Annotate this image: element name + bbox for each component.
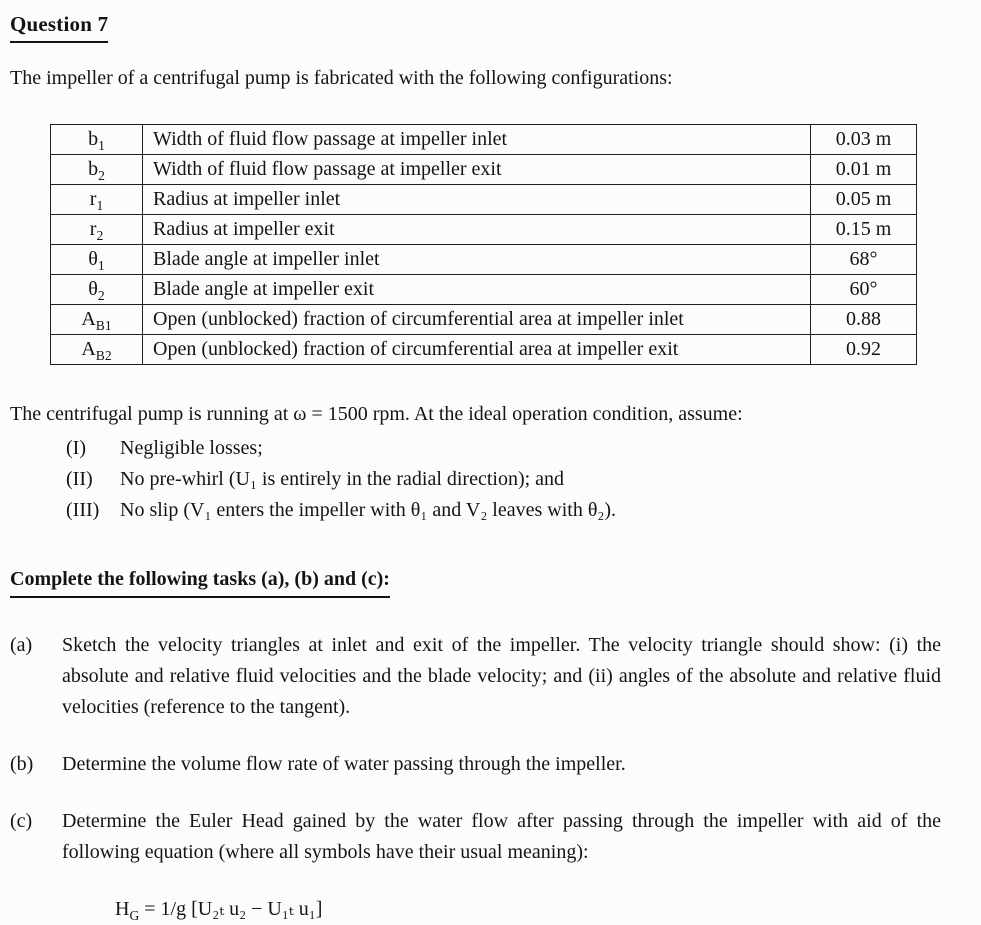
tasks-heading: Complete the following tasks (a), (b) and (c): [10,564,390,598]
table-row [51,124,917,154]
table-row [51,244,917,274]
value-cell: 68° [811,244,917,274]
description-cell: Radius at impeller inlet [143,184,811,214]
symbol-base: θ [88,248,98,271]
description-cell: Width of fluid flow passage at impeller inlet [143,124,811,154]
symbol-subscript: 1 [96,198,104,214]
list-item [66,433,947,464]
symbol-base: b [88,158,99,181]
symbol-cell [51,334,143,364]
task-label: (c) [10,809,33,832]
symbol-base: θ [88,278,98,301]
task-item-b [10,749,947,780]
description-cell: Blade angle at impeller inlet [143,244,811,274]
symbol-cell [51,304,143,334]
symbol-base: A [81,338,96,361]
value-cell: 60° [811,274,917,304]
table-row [51,274,917,304]
symbol-base: A [81,308,96,331]
description-cell: Open (unblocked) fraction of circumferential area at impeller inlet [143,304,811,334]
symbol-subscript: B2 [95,348,112,364]
assumption-label: (II) [66,467,93,490]
table-row [51,334,917,364]
value-cell: 0.88 [811,304,917,334]
value-cell: 0.01 m [811,154,917,184]
task-item-c [10,806,947,868]
symbol-cell [51,214,143,244]
task-text: Sketch the velocity triangles at inlet and exit of the impeller. The velocity triangle should show: (i) the absolute and relative fluid velocities and the blade velocity; and (ii) angles of the absolute and relative fluid velocities (reference to the tangent). [62,633,941,718]
symbol-cell [51,274,143,304]
task-label: (a) [10,633,33,656]
equation-subscript: G [129,907,140,923]
symbol-base: b [88,128,99,151]
assumption-label: (I) [66,436,86,459]
task-item-a [10,630,947,723]
table-row [51,214,917,244]
symbol-base: r [89,188,97,211]
symbol-subscript: 2 [97,288,105,304]
assumption-text: No slip (V₁ enters the impeller with θ₁ and V₂ leaves with θ₂). [120,498,617,521]
value-cell: 0.15 m [811,214,917,244]
symbol-subscript: B1 [95,318,112,334]
task-text: Determine the volume flow rate of water passing through the impeller. [62,752,626,775]
symbol-cell [51,124,143,154]
table-row [51,184,917,214]
question-title: Question 7 [10,8,108,43]
equation-rest: = 1/g [U₂ₜ u₂ − U₁ₜ u₁] [139,897,323,920]
task-label: (b) [10,752,34,775]
operating-condition-paragraph: The centrifugal pump is running at ω = 1500 rpm. At the ideal operation condition, assume: [10,402,743,425]
table-row [51,154,917,184]
table-row [51,304,917,334]
assumptions-list [66,433,947,526]
value-cell: 0.92 [811,334,917,364]
value-cell: 0.03 m [811,124,917,154]
euler-head-equation [115,894,947,925]
symbol-cell [51,154,143,184]
value-cell: 0.05 m [811,184,917,214]
list-item [66,495,947,526]
symbol-cell [51,184,143,214]
description-cell: Width of fluid flow passage at impeller exit [143,154,811,184]
description-cell: Open (unblocked) fraction of circumferential area at impeller exit [143,334,811,364]
symbol-subscript: 2 [96,228,104,244]
impeller-spec-table [50,124,917,365]
assumption-text: No pre-whirl (U₁ is entirely in the radial direction); and [120,467,565,490]
description-cell: Blade angle at impeller exit [143,274,811,304]
list-item [66,464,947,495]
symbol-subscript: 2 [98,168,105,184]
symbol-subscript: 1 [97,258,105,274]
assumption-label: (III) [66,498,100,521]
equation-base: H [115,897,130,920]
intro-paragraph: The impeller of a centrifugal pump is fabricated with the following configurations: [10,66,673,89]
symbol-base: r [89,218,97,241]
symbol-cell [51,244,143,274]
description-cell: Radius at impeller exit [143,214,811,244]
task-text: Determine the Euler Head gained by the water flow after passing through the impeller with aid of the following equation (where all symbols have their usual meaning): [62,809,941,863]
symbol-subscript: 1 [98,138,105,154]
assumption-text: Negligible losses; [120,436,263,459]
